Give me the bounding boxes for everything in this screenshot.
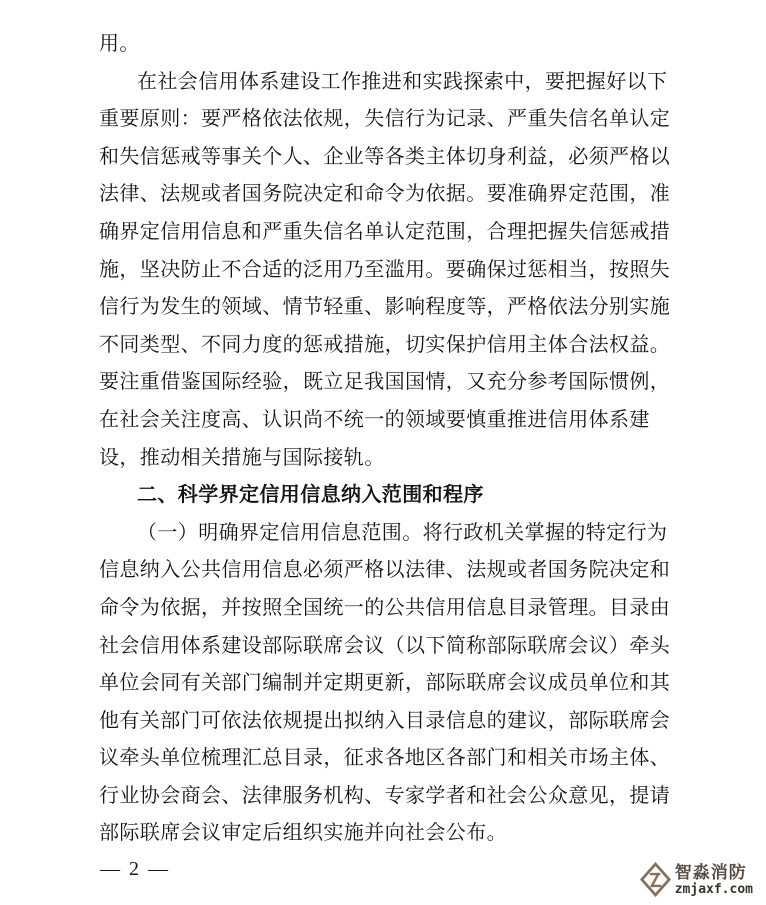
text-line: 在社会关注度高、认识尚不统一的领域要慎重推进信用体系建 [99, 408, 650, 431]
zhimiao-logo-icon [640, 862, 671, 897]
text-line: （一）明确界定信用信息范围。将行政机关掌握的特定行为 [137, 521, 668, 544]
text-line: 信行为发生的领域、情节轻重、影响程度等，严格依法分别实施 [99, 296, 671, 319]
text-line: 用。 [99, 33, 140, 55]
text-line: 议牵头单位梳理汇总目录，征求各地区各部门和相关市场主体、 [99, 747, 671, 770]
site-watermark [640, 862, 753, 897]
text-line: 确界定信用信息和严重失信名单认定范围，合理把握失信惩戒措 [99, 220, 671, 243]
watermark-text [675, 863, 753, 897]
text-line: 在社会信用体系建设工作推进和实践探索中，要把握好以下 [137, 70, 668, 93]
text-line: 设，推动相关措施与国际接轨。 [99, 446, 385, 469]
text-line: 法律、法规或者国务院决定和命令为依据。要准确界定范围，准 [99, 183, 671, 206]
document-body [99, 26, 679, 853]
text-line: 行业协会商会、法律服务机构、专家学者和社会公众意见，提请 [99, 784, 671, 807]
text-line: 要注重借鉴国际经验，既立足我国国情，又充分参考国际惯例， [99, 371, 671, 394]
watermark-domain-text: zmjaxf.com [674, 881, 753, 897]
page-number: — 2 — [100, 858, 170, 880]
text-line: 社会信用体系建设部际联席会议（以下简称部际联席会议）牵头 [99, 634, 671, 657]
section-heading: 二、科学界定信用信息纳入范围和程序 [137, 484, 484, 507]
text-line: 重要原则：要严格依法依规，失信行为记录、严重失信名单认定 [99, 108, 671, 131]
watermark-brand-text: 智淼消防 [674, 862, 747, 882]
text-line: 他有关部门可依法依规提出拟纳入目录信息的建议，部际联席会 [99, 709, 671, 732]
text-line: 命令为依据，并按照全国统一的公共信用信息目录管理。目录由 [99, 596, 671, 619]
text-line: 和失信惩戒等事关个人、企业等各类主体切身利益，必须严格以 [99, 145, 671, 168]
text-line: 部际联席会议审定后组织实施并向社会公布。 [99, 822, 507, 845]
text-line: 信息纳入公共信用信息必须严格以法律、法规或者国务院决定和 [99, 559, 671, 582]
text-line: 施，坚决防止不合适的泛用乃至滥用。要确保过惩相当，按照失 [99, 258, 671, 281]
text-line: 不同类型、不同力度的惩戒措施，切实保护信用主体合法权益。 [99, 333, 671, 356]
text-line: 单位会同有关部门编制并定期更新，部际联席会议成员单位和其 [99, 672, 671, 695]
